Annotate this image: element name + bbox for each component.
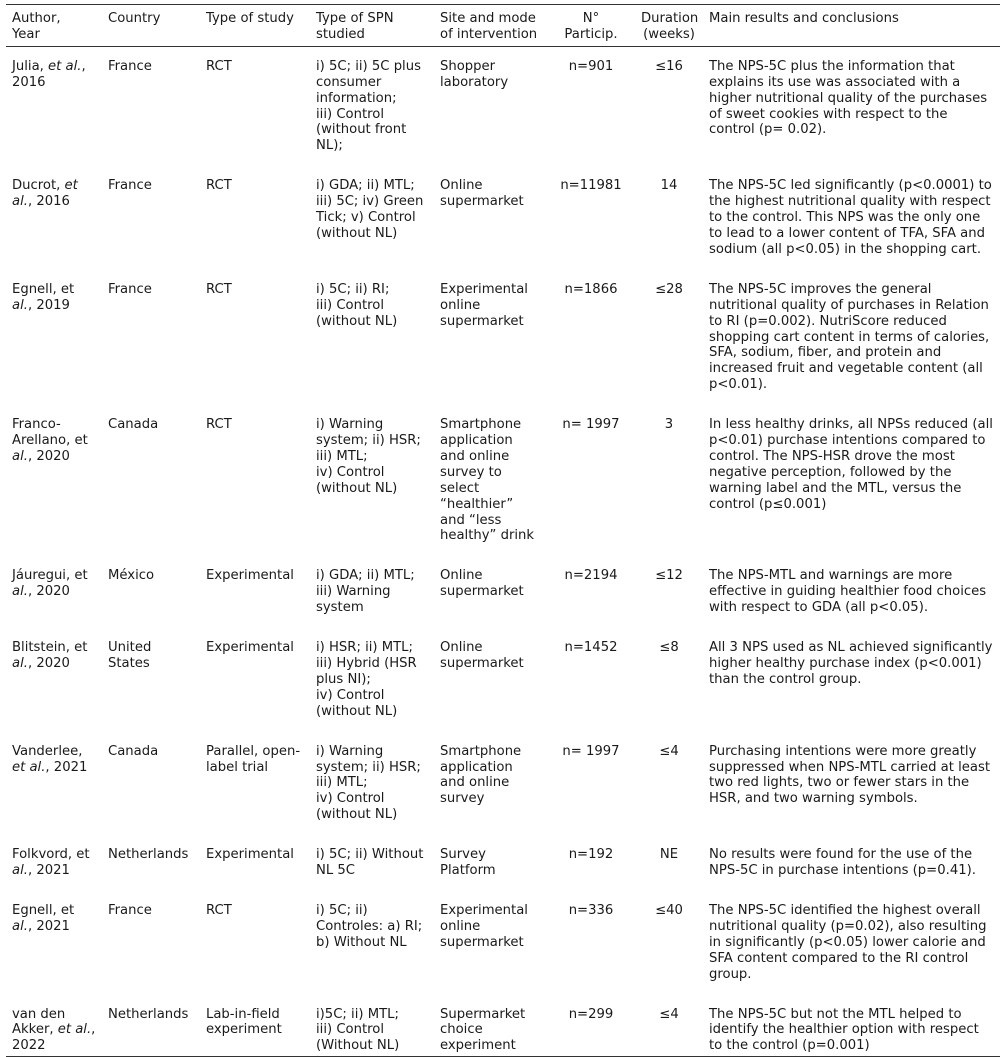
- author-name: Julia,: [12, 58, 49, 74]
- cell-results: Purchasing intentions were more greatly suppressed when NPS-MTL carried at least two red lights, two or fewer stars in the HSR, and two warning symbols.: [709, 743, 990, 807]
- cell-duration: NE: [659, 847, 679, 863]
- cell-type-of-study: RCT: [206, 281, 232, 297]
- cell-country: México: [108, 568, 155, 584]
- cell-country: France: [108, 281, 152, 297]
- year: , 2020: [27, 584, 70, 600]
- cell-type-of-study: RCT: [206, 417, 232, 433]
- et-al: al.: [12, 656, 28, 671]
- table-row: [6, 835, 1000, 891]
- cell-type-of-spn: i) Warning system; ii) HSR; iii) MTL; iv) Control (without NL): [316, 417, 421, 496]
- cell-participants: n=336: [568, 902, 614, 918]
- cell-duration: 14: [660, 178, 678, 194]
- cell-author-year: [6, 46, 102, 166]
- cell-participants: n=11981: [560, 178, 622, 194]
- cell-type-of-study: RCT: [206, 902, 232, 918]
- cell-duration: ≤16: [655, 58, 683, 74]
- cell-country: United States: [108, 640, 152, 671]
- cell-country: Canada: [108, 417, 159, 433]
- author-name: Blitstein, et: [12, 640, 88, 656]
- cell-results: The NPS-5C led significantly (p<0.0001) to the highest nutritional quality with respect to the control. This NPS was the only one to lead to a lower content of TFA, SFA and sodium (all p<0.05) in the shopping cart.: [709, 178, 992, 257]
- header-type-of-spn: Type of SPN studied: [316, 11, 394, 42]
- cell-results: The NPS-5C but not the MTL helped to identify the healthier option with respect to the control (p=0.001): [709, 1006, 979, 1054]
- cell-site-mode: Online supermarket: [440, 568, 524, 600]
- author-name: van den Akker,: [12, 1006, 66, 1038]
- cell-author-year: [6, 732, 102, 836]
- table-row: [6, 270, 1000, 405]
- cell-site-mode: Shopper laboratory: [440, 58, 509, 90]
- author-name: Ducrot,: [12, 178, 65, 194]
- year: , 2021: [45, 759, 88, 775]
- cell-author-year: [6, 405, 102, 556]
- et-al: al.: [12, 448, 28, 464]
- table-row: [6, 995, 1000, 1057]
- table-row: [6, 732, 1000, 836]
- cell-country: France: [108, 178, 152, 194]
- cell-author-year: [6, 270, 102, 405]
- author-name: Jáuregui, et: [12, 568, 88, 584]
- cell-participants: n= 1997: [562, 417, 620, 433]
- et-al: al.: [12, 863, 28, 879]
- cell-duration: ≤8: [659, 640, 679, 656]
- year: , 2016: [27, 194, 70, 210]
- cell-type-of-study: RCT: [206, 178, 232, 194]
- cell-site-mode: Experimental online supermarket: [440, 281, 528, 329]
- header-row: [6, 5, 1000, 47]
- cell-type-of-study: Experimental: [206, 847, 294, 863]
- cell-author-year: [6, 628, 102, 732]
- et-al: al.: [12, 584, 28, 600]
- et-al: et al.: [57, 1022, 92, 1038]
- table-row: [6, 891, 1000, 995]
- cell-duration: ≤4: [659, 1006, 679, 1022]
- cell-duration: ≤28: [655, 281, 683, 297]
- et-al: et al.: [12, 178, 78, 210]
- cell-site-mode: Supermarket choice experiment: [440, 1006, 526, 1054]
- header-participants: N° Particip.: [564, 11, 618, 42]
- cell-type-of-spn: i)5C; ii) MTL; iii) Control (Without NL): [316, 1006, 400, 1054]
- cell-participants: n=1866: [564, 281, 618, 297]
- year: , 2020: [27, 656, 70, 671]
- year: , 2022: [12, 1022, 96, 1054]
- cell-participants: n=1452: [564, 640, 618, 656]
- header-type-of-study: Type of study: [206, 11, 294, 26]
- cell-type-of-study: Experimental: [206, 568, 294, 584]
- cell-duration: ≤4: [659, 743, 679, 759]
- studies-table: [6, 4, 1000, 1057]
- cell-type-of-spn: i) 5C; ii) RI; iii) Control (without NL): [316, 281, 398, 329]
- cell-results: The NPS-5C plus the information that explains its use was associated with a higher nutritional quality of the purchases of sweet cookies with respect to the control (p= 0.02).: [709, 58, 988, 138]
- year: , 2016: [12, 58, 86, 90]
- cell-results: The NPS-MTL and warnings are more effective in guiding healthier food choices with respect to GDA (all p<0.05).: [709, 568, 987, 616]
- cell-type-of-study: Parallel, open-label trial: [206, 743, 301, 775]
- table-body: [6, 46, 1000, 1056]
- cell-participants: n=2194: [564, 568, 618, 584]
- cell-author-year: [6, 166, 102, 270]
- year: , 2020: [27, 448, 70, 464]
- cell-type-of-study: RCT: [206, 58, 232, 74]
- author-name: Egnell, et: [12, 281, 75, 297]
- cell-duration: ≤40: [655, 902, 683, 918]
- cell-type-of-study: Lab-in-field experiment: [206, 1006, 282, 1038]
- cell-participants: n= 1997: [562, 743, 620, 759]
- author-name: Vanderlee,: [12, 743, 83, 759]
- cell-country: Canada: [108, 743, 159, 759]
- cell-type-of-spn: i) 5C; ii) Without NL 5C: [316, 847, 424, 879]
- cell-results: No results were found for the use of the NPS-5C in purchase intentions (p=0.41).: [709, 847, 976, 879]
- header-site-mode: Site and mode of intervention: [440, 11, 538, 42]
- table-row: [6, 405, 1000, 556]
- cell-participants: n=192: [568, 847, 614, 863]
- cell-site-mode: Online supermarket: [440, 640, 524, 671]
- table-row: [6, 166, 1000, 270]
- cell-country: France: [108, 58, 152, 74]
- cell-duration: ≤12: [655, 568, 683, 584]
- cell-type-of-spn: i) 5C; ii) Controles: a) RI; b) Without NL: [316, 902, 423, 950]
- header-results: Main results and conclusions: [709, 11, 899, 26]
- cell-results: In less healthy drinks, all NPSs reduced (all p<0.01) purchase intentions compared to control. The NPS-HSR drove the most negative perception, followed by the warning label and the MTL, versus the control (p≤0.001): [709, 417, 993, 512]
- author-name: Egnell, et: [12, 902, 75, 918]
- cell-results: The NPS-5C improves the general nutritional quality of purchases in Relation to RI (p=0.002). NutriScore reduced shopping cart content in terms of calories, SFA, sodium, fiber, and protein and increased fruit and vegetable content (all p<0.01).: [709, 281, 990, 393]
- cell-type-of-spn: i) GDA; ii) MTL; iii) 5C; iv) Green Tick; v) Control (without NL): [316, 178, 424, 241]
- cell-participants: n=901: [568, 58, 614, 74]
- header-duration: Duration (weeks): [641, 11, 699, 42]
- table-row: [6, 46, 1000, 166]
- et-al: et al.: [48, 58, 82, 74]
- et-al: et al.: [12, 759, 46, 775]
- cell-type-of-spn: i) 5C; ii) 5C plus consumer information; iii) Control (without front NL);: [316, 58, 421, 154]
- cell-site-mode: Smartphone application and online survey to select “healthier” and “less healthy” drink: [440, 417, 535, 544]
- cell-site-mode: Smartphone application and online survey: [440, 743, 522, 807]
- cell-author-year: [6, 556, 102, 628]
- header-country: Country: [108, 11, 161, 26]
- cell-author-year: [6, 835, 102, 891]
- table-row: [6, 628, 1000, 732]
- year: , 2021: [27, 863, 70, 879]
- table-row: [6, 556, 1000, 628]
- year: , 2021: [27, 918, 70, 934]
- cell-duration: 3: [664, 417, 674, 433]
- cell-country: Netherlands: [108, 1006, 189, 1022]
- et-al: al.: [12, 918, 28, 934]
- cell-type-of-spn: i) HSR; ii) MTL; iii) Hybrid (HSR plus NI); iv) Control (without NL): [316, 640, 417, 719]
- table-header: [6, 5, 1000, 47]
- author-name: Folkvord, et: [12, 847, 90, 863]
- year: , 2019: [27, 297, 70, 313]
- cell-type-of-spn: i) GDA; ii) MTL; iii) Warning system: [316, 568, 415, 616]
- author-name: Franco-Arellano, et: [12, 417, 88, 449]
- cell-country: France: [108, 902, 152, 918]
- cell-country: Netherlands: [108, 847, 189, 863]
- cell-results: The NPS-5C identified the highest overall nutritional quality (p=0.02), also resulting in significantly (p<0.05) lower calorie and SFA content compared to the RI control group.: [709, 902, 987, 982]
- cell-type-of-study: Experimental: [206, 640, 294, 656]
- cell-results: All 3 NPS used as NL achieved significantly higher healthy purchase index (p<0.001) than the control group.: [709, 640, 993, 687]
- cell-author-year: [6, 891, 102, 995]
- cell-site-mode: Experimental online supermarket: [440, 902, 528, 950]
- header-author-year: Author, Year: [12, 11, 61, 42]
- et-al: al.: [12, 297, 28, 313]
- cell-site-mode: Survey Platform: [440, 847, 496, 879]
- cell-type-of-spn: i) Warning system; ii) HSR; iii) MTL; iv) Control (without NL): [316, 743, 421, 823]
- cell-author-year: [6, 995, 102, 1057]
- cell-site-mode: Online supermarket: [440, 178, 524, 210]
- cell-participants: n=299: [568, 1006, 614, 1022]
